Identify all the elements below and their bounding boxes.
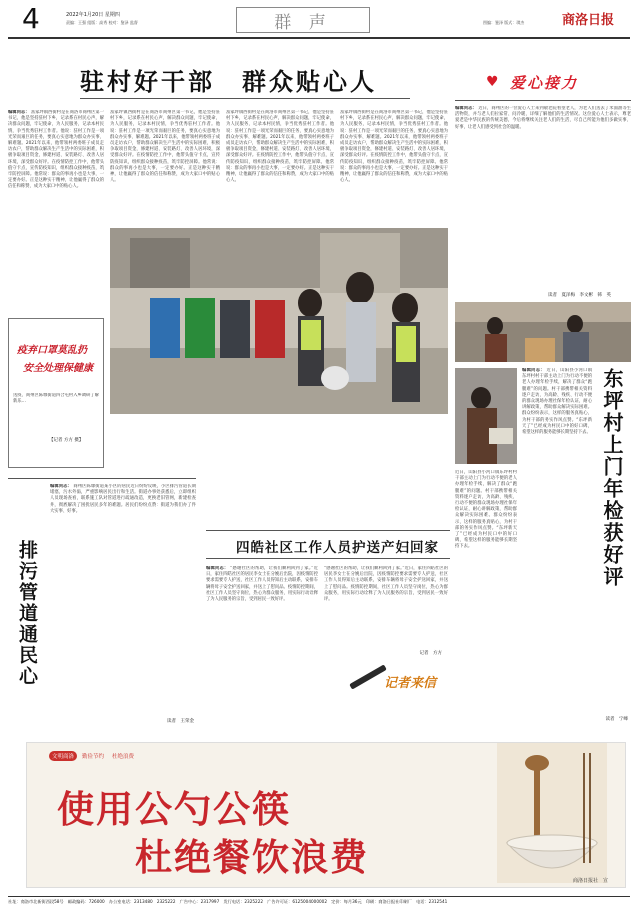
ad-tags [49, 751, 137, 761]
village-article-col3 [226, 110, 334, 224]
page-header [0, 0, 638, 40]
header-editors-left: 责编：王强 组版：高秀 校对：鉴泽 监督 [66, 20, 138, 25]
love-article [455, 106, 631, 282]
community-col1 [206, 566, 318, 706]
ad-credit: 商洛日报社 宣 [573, 878, 609, 884]
epidemic-credit: 【记者 方方 摄】 [49, 438, 84, 443]
love-byline: 读者 夏泽梅 李文彬 韩 英 [548, 293, 611, 298]
community-top-rule [206, 530, 450, 531]
epidemic-slogan-line1: 疫弃口罩莫乱扔 [17, 345, 87, 356]
main-headline: 驻村好干部 群众贴心人 [80, 68, 377, 96]
village-body-cont: 富家坪镇西街村是在商洛市商州区第一书记，他是坚持驻村下乡，记录系在村民心声，解决群众问题，牢记使命，为人民服务，记录本村民情，争当优秀驻村工作者。他说：驻村工作是一项光荣而艰巨的任务，要真心实意地为群众办实事、解难题。2021年以来，他带领村两委班子成员走访农户，帮助群众解决生产生活中的实际困难，积极争取项目资金，修建村道、安装路灯、改善人居环境，深受群众好评。在疫情防控工作中，他带头值守卡点，宣传防疫知识，组织群众接种疫苗，筑牢防控屏障。他常说：群众的事再小也是大事，一定要办好。正是这种实干精神，让他赢得了群众的信任和称赞，成为大家口中的贴心人。 [110, 110, 220, 184]
village-body-cont3: 富家坪镇西街村是在商洛市商州区第一书记，他是坚持驻村下乡，记录系在村民心声，解决群众问题，牢记使命，为人民服务，记录本村民情，争当优秀驻村工作者。他说：驻村工作是一项光荣而艰巨的任务，要真心实意地为群众办实事、解难题。2021年以来，他带领村两委班子成员走访农户，帮助群众解决生产生活中的实际困难，积极争取项目资金，修建村道、安装路灯、改善人居环境，深受群众好评。在疫情防控工作中，他带头值守卡点，宣传防疫知识，组织群众接种疫苗，筑牢防控屏障。他常说：群众的事再小也是大事，一定要办好。正是这种实干精神，让他赢得了群众的信任和称赞，成为大家口中的贴心人。 [340, 110, 448, 184]
community-body-cont: “感谢社区的帮助，让我们顺利回到了家。”近日，家住四皓社区的居民李女士在分娩后出院，因疫情防控要求需要专人护送，社区工作人员得知后主动联系，安排车辆将母子安全护送回家，并送上了慰问品。疫情防控期间，社区工作人员坚守岗位，热心为群众服务，用实际行动诠释了为人民服务的宗旨，受到居民一致好评。 [324, 566, 448, 603]
section-title: 群 声 [274, 12, 332, 33]
page-number: 4 [22, 2, 40, 35]
sewer-intro: 编辑同志： [50, 484, 72, 489]
dongping-body-cont: 近日，山阳县小河口镇东坪村村干部主动上门为行动不便的老人办理年检手续，解决了群众“跑腿难”的问题。村干部携带相关资料逐户走访，为高龄、残疾、行动不便的群众现场办理社保年检认证，耐心讲解政策，帮助群众解决实际困难。群众纷纷表示，这样的服务真贴心，为村干部的务实作风点赞。“东坪新天了”已经成为村民口中的好口碑，希望这样的服务能够长期坚持下去。 [455, 470, 517, 550]
section-box [236, 7, 370, 33]
ad-tag-3: 杜绝浪费 [112, 754, 135, 760]
footer-info: 社址：商洛市北新街西段58号 邮政编码：726000 办公室电话：2313480 2325222 广告中心：2317997 发行电话：2325222 广告许可证：6125004000002 定价：每月36元 印刷：商洛日报社印刷厂 电话：2312541 [8, 899, 448, 904]
dongping-photo-scene [455, 368, 517, 464]
dongping-intro: 编辑同志： [522, 368, 545, 373]
love-intro: 编辑同志： [455, 106, 477, 111]
sewer-top-rule [8, 478, 196, 479]
header-rule [8, 37, 630, 39]
dongping-photo [455, 368, 517, 464]
love-body: 近日，商州区的一位爱心人士来到敬老院看望老人，为老人们送去了米面油等生活物资，并与老人们拉家常、问冷暖，详细了解他们的生活情况。这位爱心人士表示，尊老爱老是中华民族的传统美德，今后将继续关注老人们的生活，尽自己所能为他们多做实事、好事，让老人们感受到社会的温暖。 [455, 106, 631, 130]
love-photo-scene [455, 302, 631, 362]
village-photo-scene [110, 228, 448, 414]
ad-line1: 使用公勺公筷 [57, 788, 291, 831]
newspaper-logo: 商洛日报 [562, 13, 615, 28]
sewer-article [50, 484, 196, 716]
community-title: 四皓社区工作人员护送产妇回家 [236, 540, 439, 556]
village-body: 富家坪镇西街村是在商洛市商州区第一书记，他是坚持驻村下乡，记录系在村民心声，解决群众问题，牢记使命，为人民服务，记录本村民情，争当优秀驻村工作者。他说：驻村工作是一项光荣而艰巨的任务，要真心实意地为群众办实事、解难题。2021年以来，他带领村两委班子成员走访农户，帮助群众解决生产生活中的实际困难，积极争取项目资金，修建村道、安装路灯、改善人居环境，深受群众好评。在疫情防控工作中，他带头值守卡点，宣传防疫知识，组织群众接种疫苗，筑牢防控屏障。他常说：群众的事再小也是大事，一定要办好。正是这种实干精神，让他赢得了群众的信任和称赞，成为大家口中的贴心人。 [8, 110, 104, 190]
header-editors-right: 图编：鉴泽 版式：琪杰 [483, 20, 525, 25]
sewer-title: 排污管道通民心 [16, 540, 38, 687]
dongping-body: 近日，山阳县小河口镇东坪村村干部主动上门为行动不便的老人办理年检手续，解决了群众“跑腿难”的问题。村干部携带相关资料逐户走访，为高龄、残疾、行动不便的群众现场办理社保年检认证，耐心讲解政策，帮助群众解决实际困难。群众纷纷表示，这样的服务真贴心，为村干部的务实作风点赞。“东坪新天了”已经成为村民口中的好口碑，希望这样的服务能够长期坚持下去。 [522, 368, 592, 436]
village-body-cont2: 富家坪镇西街村是在商洛市商州区第一书记，他是坚持驻村下乡，记录系在村民心声，解决群众问题，牢记使命，为人民服务，记录本村民情，争当优秀驻村工作者。他说：驻村工作是一项光荣而艰巨的任务，要真心实意地为群众办实事、解难题。2021年以来，他带领村两委班子成员走访农户，帮助群众解决生产生活中的实际困难，积极争取项目资金，修建村道、安装路灯、改善人居环境，深受群众好评。在疫情防控工作中，他带头值守卡点，宣传防疫知识，组织群众接种疫苗，筑牢防控屏障。他常说：群众的事再小也是大事，一定要办好。正是这种实干精神，让他赢得了群众的信任和称赞，成为大家口中的贴心人。 [226, 110, 334, 184]
reporter-letter-title: 记者来信 [384, 676, 437, 691]
community-intro: 编辑同志： [206, 566, 229, 571]
love-relay-tag: 爱心接力 [510, 74, 579, 92]
footer-rule [8, 896, 630, 897]
ad-tag-1: 文明商洛 [49, 751, 77, 761]
village-intro: 编辑同志： [8, 110, 30, 115]
love-photo [455, 302, 631, 362]
heart-icon: ♥ [486, 74, 499, 90]
community-title-rule [206, 558, 450, 559]
sewer-byline: 读者 王荣金 [167, 719, 194, 724]
ad-line2: 杜绝餐饮浪费 [135, 836, 369, 879]
header-date: 2022年1月20日 星期四 [66, 12, 120, 18]
village-article-col1 [8, 110, 104, 314]
reporter-letter-graphic [344, 664, 448, 710]
pen-icon [349, 664, 387, 689]
dongping-byline: 读者 宁峰 [605, 717, 628, 722]
dongping-article-col2 [455, 470, 517, 710]
bowl-spoon-illustration [497, 743, 607, 883]
ad-tag-2: 勤俭节约 [82, 754, 105, 760]
community-byline: 记者 方方 [419, 651, 442, 656]
epidemic-note: 送疫、商州区陈塬街道四合屯村入乡调研了解新乐… [13, 393, 99, 405]
dongping-title: 东坪村上门年检获好评 [600, 368, 624, 588]
right-column-rule [455, 100, 631, 101]
banner-rule [80, 98, 410, 99]
community-body: “感谢社区的帮助，让我们顺利回到了家。”近日，家住四皓社区的居民李女士在分娩后出院，因疫情防控要求需要专人护送，社区工作人员得知后主动联系，安排车辆将母子安全护送回家，并送上了慰问品。疫情防控期间，社区工作人员坚守岗位，热心为群众服务，用实际行动诠释了为人民服务的宗旨，受到居民一致好评。 [206, 566, 318, 603]
village-photo [110, 228, 448, 414]
epidemic-box [8, 318, 104, 468]
dongping-article [522, 368, 592, 614]
sewer-body: 商州区陈塬街道某小区的居民近日纷纷反映，小区排污管道长期堵塞，污水外溢，严重影响居民出行和生活。街道办事处获悉后，立即组织人员现场查看，联系施工队对管道进行疏通改造，更换老旧管网，新建检查井，彻底解决了困扰居民多年的难题。居民们纷纷点赞：街道为我们办了件大实事、好事。 [50, 484, 196, 514]
community-col2 [324, 566, 448, 644]
epidemic-slogan-line2: 安全处理保健康 [23, 363, 93, 374]
village-article-col2 [110, 110, 220, 224]
ad-banner [26, 742, 626, 888]
